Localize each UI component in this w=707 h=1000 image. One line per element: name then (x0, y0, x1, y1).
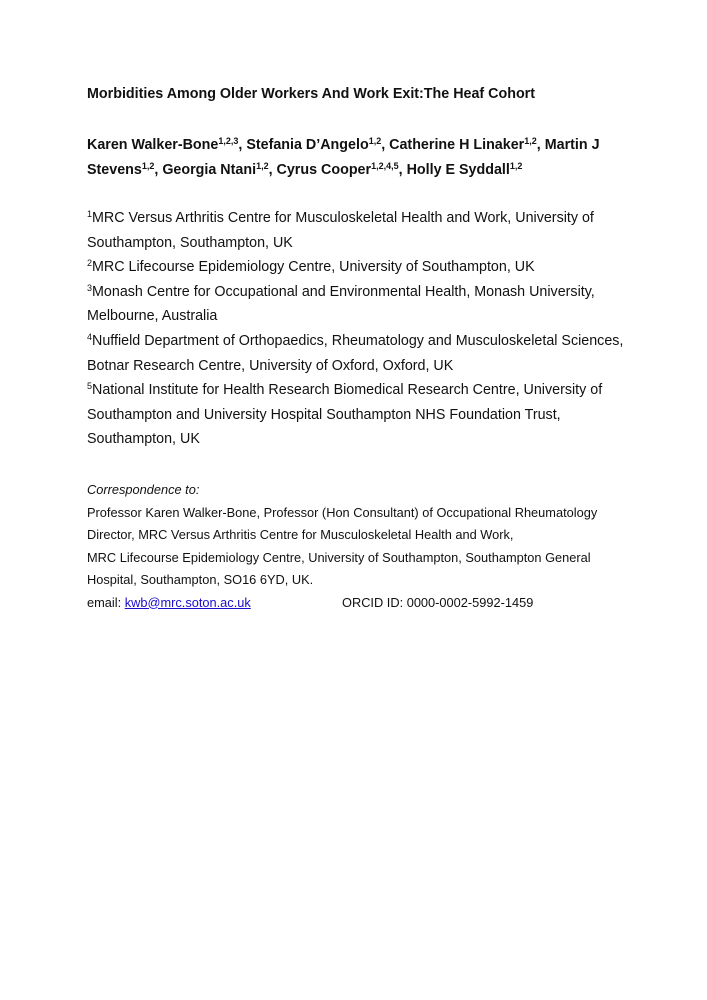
correspondence-line: Hospital, Southampton, SO16 6YD, UK. (87, 572, 314, 587)
correspondence-line: Professor Karen Walker-Bone, Professor (Hon Consultant) of Occupational Rheumatology (87, 504, 598, 520)
correspondence-line: MRC Lifecourse Epidemiology Centre, University of Southampton, Southampton General (87, 549, 591, 565)
author: Georgia Ntani$^{1,2}$, (162, 161, 277, 178)
author: Stefania D’Angelo$^{1,2}$, (246, 136, 390, 153)
email-label: email: (87, 594, 125, 610)
affiliation-list (87, 206, 647, 452)
author: Cyrus Cooper$^{1,2,4,5}$, (276, 161, 407, 178)
author-list (87, 133, 647, 183)
orcid-id: ORCID ID: 0000-0002-5992-1459 (342, 594, 534, 610)
email-link[interactable]: kwb@mrc.soton.ac.uk (124, 594, 251, 610)
correspondence-block (87, 479, 647, 614)
author: Catherine H Linaker$^{1,2}$, (389, 136, 545, 153)
contact-row (87, 592, 647, 615)
affiliation: $^5$National Institute for Health Research Biomedical Research Centre, University of Southampton and University Hospital Southampton NHS Foundation Trust, Southampton, UK (87, 381, 603, 448)
affiliation: $^3$Monash Centre for Occupational and Environmental Health, Monash University, Melbourne, Australia (87, 282, 595, 325)
author: Holly E Syddall$^{1,2}$ (406, 161, 523, 178)
author: Martin J Stevens$^{1,2}$, (87, 137, 600, 178)
affiliation: $^1$MRC Versus Arthritis Centre for Musculoskeletal Health and Work, University of Southampton, Southampton, UK (87, 209, 594, 251)
correspondence-line: Director, MRC Versus Arthritis Centre for Musculoskeletal Health and Work, (87, 527, 514, 542)
affiliation: $^4$Nuffield Department of Orthopaedics, Rheumatology and Musculoskeletal Sciences, Botnar Research Centre, University of Oxford, Oxford, UK (87, 331, 624, 374)
paper-title: Morbidities Among Older Workers And Work Exit:The Heaf Cohort (87, 86, 536, 102)
correspondence-label: Correspondence to: (87, 482, 200, 497)
affiliation: $^2$MRC Lifecourse Epidemiology Centre, University of Southampton, UK (87, 258, 535, 276)
author: Karen Walker-Bone$^{1,2,3}$, (87, 136, 247, 153)
